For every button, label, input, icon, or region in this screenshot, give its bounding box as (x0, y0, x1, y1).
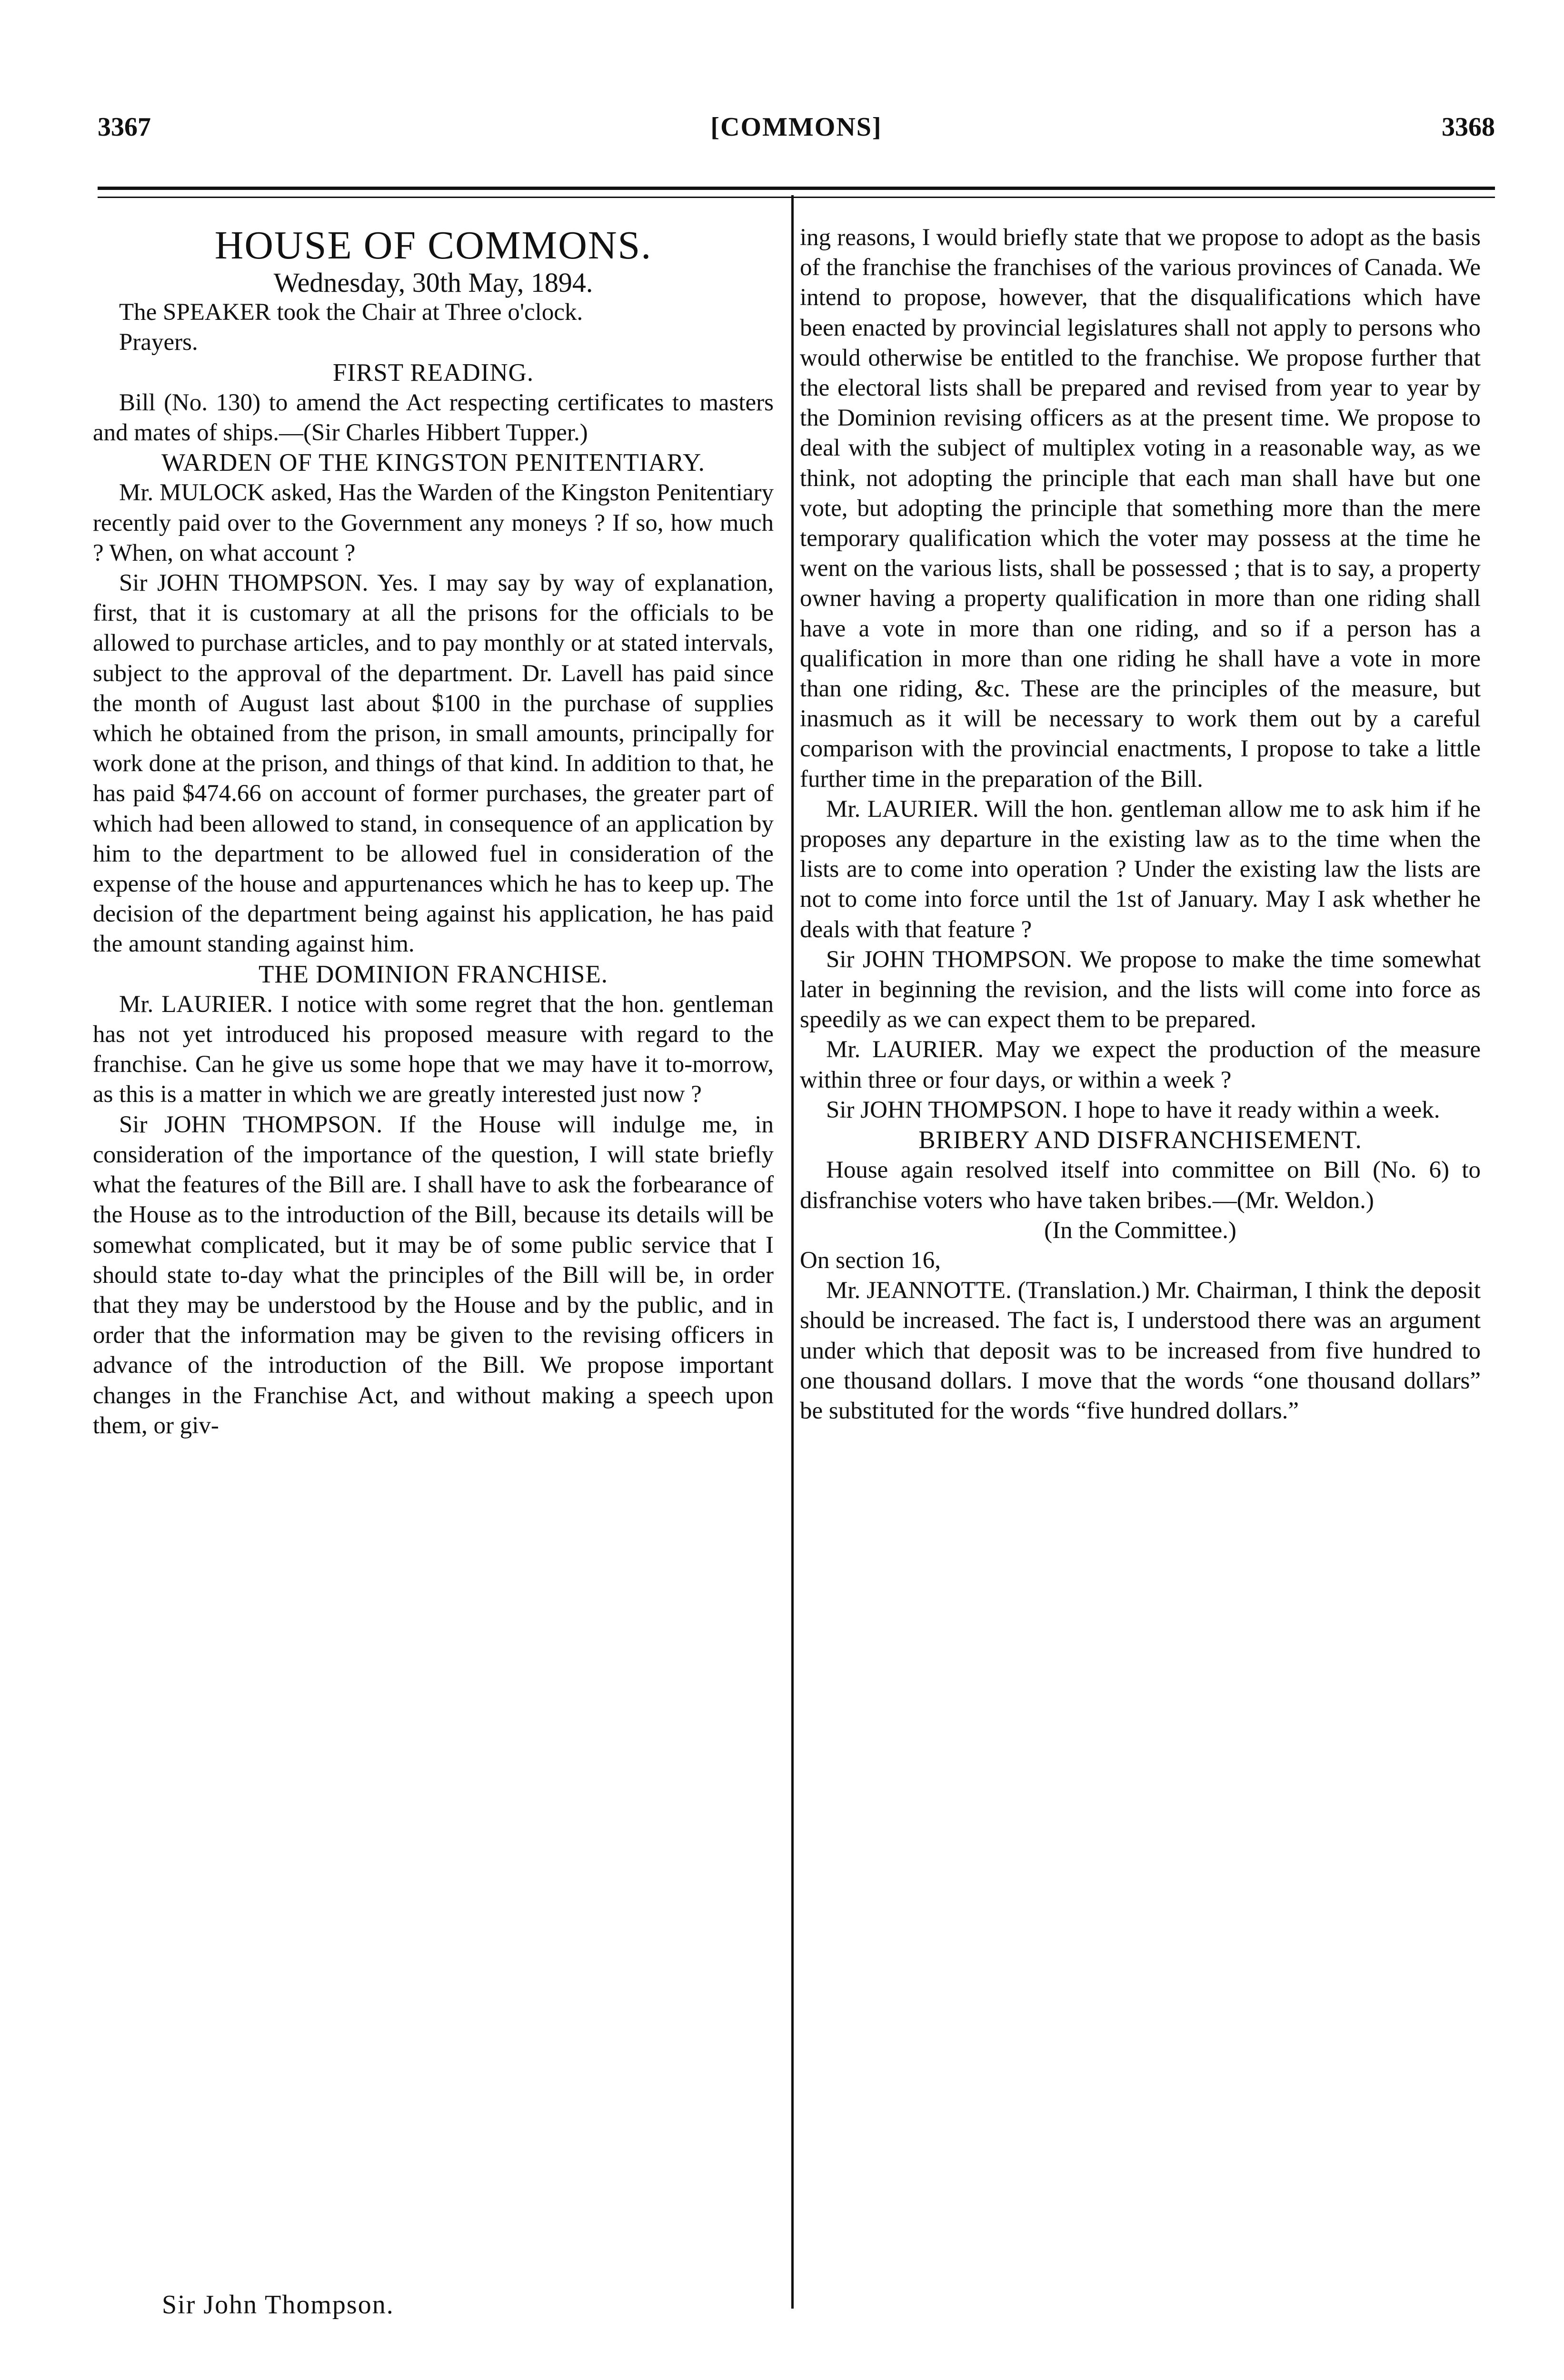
thompson-paragraph-2: Sir JOHN THOMPSON. If the House will indulge me, in consideration of the importance of the question, I will state briefly what the features of the Bill are. I shall have to ask the forbearance of the House as to the introduction of the Bill, because its details will be somewhat complicated, but it may be of some public service that I should state to-day what the principles of the Bill will be, in order that they may be understood by the House and by the public, and in order that the information may be given to the revising officers in advance of the introduction of the Bill. We propose important changes in the Franchise Act, and without making a speech upon them, or giv- (93, 1111, 774, 1439)
house-resolved-paragraph: House again resolved itself into committee on Bill (No. 6) to disfranchise voters who have taken bribes.—(Mr. Weldon.) (800, 1157, 1481, 1214)
left-page-number: 3367 (98, 112, 151, 142)
first-reading-heading: FIRST READING. (332, 358, 534, 387)
mulock-paragraph: Mr. MULOCK asked, Has the Warden of the Kingston Penitentiary recently paid over to the Government any moneys ? If so, how much ? When, on what account ? (93, 479, 774, 566)
jeannotte-paragraph: Mr. JEANNOTTE. (Translation.) Mr. Chairman, I think the deposit should be increased. The fact is, I understood there was an argument under which that deposit was to be increased from five hundred to one thousand dollars. I move that the words “one thousand dollars” be substituted for the words “five hundred dollars.” (800, 1277, 1481, 1424)
header-rule-thick (98, 187, 1495, 190)
laurier-paragraph-1: Mr. LAURIER. I notice with some regret that the hon. gentleman has not yet introduced his proposed measure with regard to the franchise. Can he give us some hope that we may have it to-morrow, as this is a matter in which we are greatly interested just now ? (93, 991, 774, 1108)
laurier-paragraph-3: Mr. LAURIER. May we expect the production of the measure within three or four days, or within a week ? (800, 1036, 1481, 1093)
footer-speaker-name: Sir John Thompson. (162, 2290, 394, 2320)
bribery-heading: BRIBERY AND DISFRANCHISEMENT. (918, 1126, 1362, 1154)
section-line: On section 16, (800, 1247, 941, 1274)
laurier-paragraph-2: Mr. LAURIER. Will the hon. gentleman allow me to ask him if he proposes any departure in the existing law as to the time when the lists are to come into operation ? Under the existing law the lists are not to come into force until the 1st of January. May I ask whether he deals with that feature ? (800, 795, 1481, 943)
franchise-heading: THE DOMINION FRANCHISE. (258, 960, 608, 988)
house-title: HOUSE OF COMMONS. (214, 223, 652, 268)
header-rule-thin (98, 197, 1495, 198)
thompson-paragraph-1: Sir JOHN THOMPSON. Yes. I may say by way of explanation, first, that it is customary at all the prisons for the officials to be allowed to purchase articles, and to pay monthly or at stated intervals, subject to the approval of the department. Dr. Lavell has paid since the month of August last about $100 in the purchase of supplies which he obtained from the prison, in small amounts, principally for work done at the prison, and things of that kind. In addition to that, he has paid $474.66 on account of former purchases, the greater part of which had been allowed to stand, in consequence of an application by him to the department to be allowed fuel in consideration of the expense of the house and appurtenances which he has to keep up. The decision of the department being against his application, he has paid the amount standing against him. (93, 570, 774, 958)
warden-heading: WARDEN OF THE KINGSTON PENITENTIARY. (161, 449, 705, 477)
thompson-paragraph-3: Sir JOHN THOMPSON. We propose to make the time somewhat later in beginning the revision, and the lists will come into force as speedily as we can expect them to be prepared. (800, 946, 1481, 1033)
page-header (98, 112, 1495, 155)
running-title: [COMMONS] (710, 112, 882, 142)
first-reading-paragraph: Bill (No. 130) to amend the Act respecting certificates to masters and mates of ships.—(Sir Charles Hibbert Tupper.) (93, 389, 774, 446)
right-column (800, 223, 1481, 1426)
left-column (93, 224, 774, 1441)
right-page-number: 3368 (1442, 112, 1495, 142)
thompson-paragraph-4: Sir JOHN THOMPSON. I hope to have it ready within a week. (826, 1096, 1440, 1123)
prayers-line: Prayers. (119, 329, 198, 356)
speaker-paragraph: The SPEAKER took the Chair at Three o'clock. (119, 299, 583, 326)
continuation-paragraph: ing reasons, I would briefly state that we propose to adopt as the basis of the franchise the franchises of the various provinces of Canada. We intend to propose, however, that the disqualifications which have been enacted by provincial legislatures shall not apply to persons who would otherwise be entitled to the franchise. We propose further that the electoral lists shall be prepared and revised from year to year by the Dominion revising officers as at the present time. We propose to deal with the subject of multiplex voting in a reasonable way, as we think, not adopting the principle that each man shall have but one vote, but adopting the principle that something more than the mere temporary qualification which the voter may possess at the time he went on the various lists, shall be possessed ; that is to say, a property owner having a property qualification in more than one riding shall have a vote in more than one riding, and so if a person has a qualification in more than one riding he shall have a vote in more than one riding, &c. These are the principles of the measure, but inasmuch as it will be necessary to work them out by a careful comparison with the provincial enactments, I propose to take a little further time in the preparation of the Bill. (800, 224, 1481, 793)
sitting-date: Wednesday, 30th May, 1894. (273, 267, 593, 298)
column-divider (791, 195, 794, 2309)
in-committee-line: (In the Committee.) (1044, 1217, 1236, 1244)
